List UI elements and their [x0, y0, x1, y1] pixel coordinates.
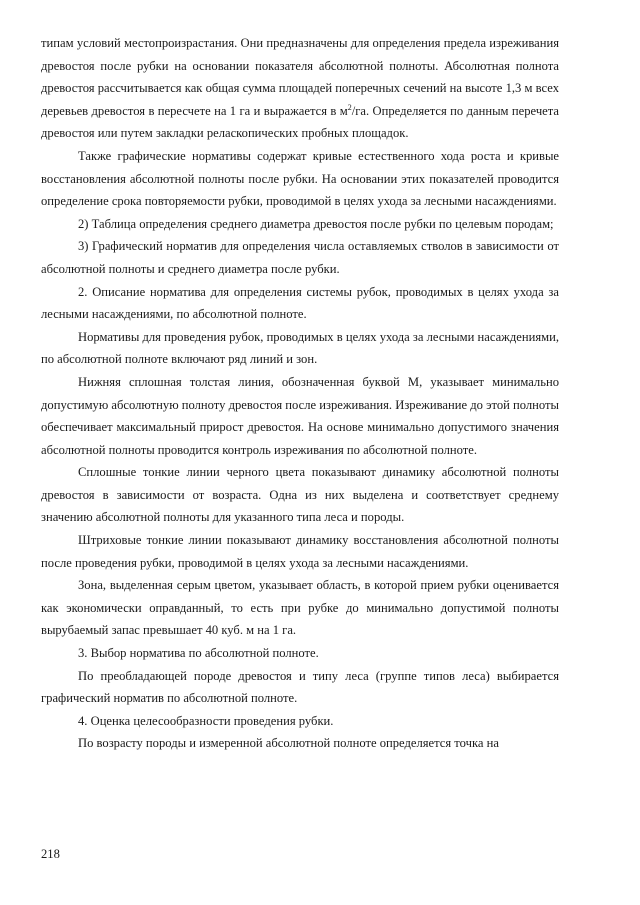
page-number: 218: [41, 847, 60, 861]
paragraph-4: 3) Графический норматив для определения числа оставляемых стволов в зависимости от абсолютной полноты и среднего диаметра после рубки.: [41, 239, 559, 276]
paragraph-6: Нормативы для проведения рубок, проводимых в целях ухода за лесными насаждениями, по абсолютной полноте включают ряд линий и зон.: [41, 329, 559, 367]
paragraph-11: 3. Выбор норматива по абсолютной полноте.: [78, 646, 319, 661]
paragraph-2: Также графические нормативы содержат кривые естественного хода роста и кривые восстановления абсолютной полноты после рубки. На основании этих показателей проводится определение срока повторяемости рубки, проводимой в целях ухода за лесными насаждениями.: [41, 148, 559, 209]
paragraph-13: 4. Оценка целесообразности проведения рубки.: [78, 713, 334, 728]
paragraph-1-tail: /га. Определяется по данным перечета древостоя или путем закладки реласкопических пробных площадок.: [41, 103, 559, 141]
paragraph-9: Штриховые тонкие линии показывают динамику восстановления абсолютной полноты после проведения рубки, проводимой в целях ухода за лесными насаждениями.: [41, 533, 559, 570]
paragraph-12: По преобладающей породе древостоя и типу леса (группе типов леса) выбирается графический норматив по абсолютной полноте.: [41, 668, 559, 706]
document-body: [41, 32, 559, 755]
paragraph-1-text: типам условий местопроизрастания. Они предназначены для определения предела изреживания древостоя после рубки на основании показателя абсолютной полноты. Абсолютная полнота древостоя рассчитывается как общая сумма площадей поперечных сечений на высоте 1,3 м всех деревьев древостоя в пересчете на 1 га и выражается в м: [41, 36, 559, 118]
paragraph-7: Нижняя сплошная толстая линия, обозначенная буквой М, указывает минимально допустимую абсолютную полноту древостоя после изреживания. Изреживание до этой полноты обеспечивает максимальный прирост древостоя. На основе минимально допустимого значения абсолютной полноты проводится контроль изреживания по абсолютной полноте.: [41, 374, 559, 457]
paragraph-14: По возрасту породы и измеренной абсолютной полноте определяется точка на: [78, 736, 499, 751]
superscript-2: 2: [347, 102, 352, 112]
paragraph-3: 2) Таблица определения среднего диаметра древостоя после рубки по целевым породам;: [78, 216, 554, 231]
paragraph-1: [41, 32, 559, 145]
paragraph-10: Зона, выделенная серым цветом, указывает область, в которой прием рубки оценивается как экономически оправданный, то есть при рубке до минимально допустимой полноты вырубаемый запас превышает 40 куб. м на 1 га.: [41, 578, 559, 638]
paragraph-8: Сплошные тонкие линии черного цвета показывают динамику абсолютной полноты древостоя в зависимости от возраста. Одна из них выделена и соответствует среднему значению абсолютной полноты для указанного типа леса и породы.: [41, 465, 559, 525]
paragraph-5: 2. Описание норматива для определения системы рубок, проводимых в целях ухода за лесными насаждениями, по абсолютной полноте.: [41, 284, 559, 322]
